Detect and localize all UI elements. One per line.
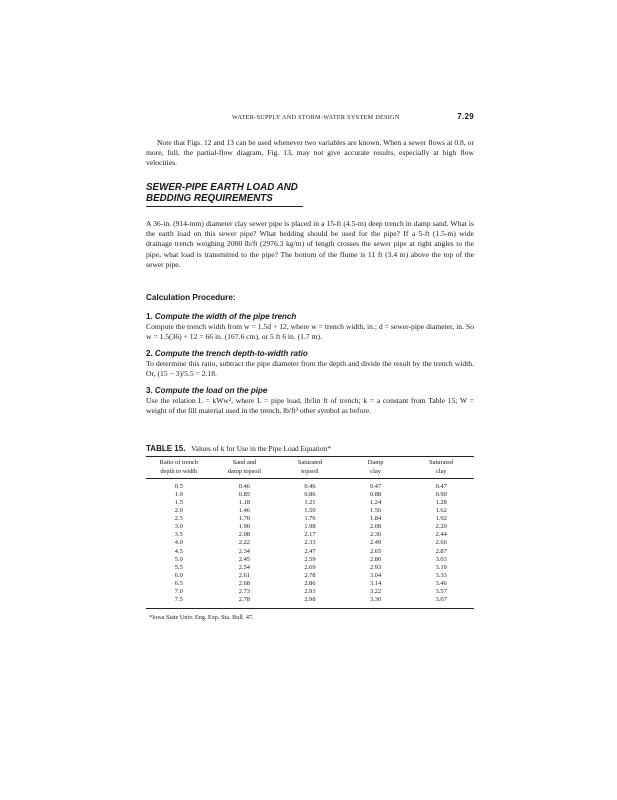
table-cell: 2.54 <box>238 563 250 571</box>
step-2-body: To determine this ratio, subtract the pipe diameter from the depth and divide the result by the trench width. Or, (15 − 3)/5.5 = 2.18. <box>146 358 474 379</box>
table-caption <box>146 444 474 457</box>
table-cell: 1.76 <box>304 515 316 523</box>
section-heading-line-2: BEDDING REQUIREMENTS <box>146 193 273 205</box>
table-cell: 2.44 <box>435 531 447 539</box>
table-row <box>146 548 474 556</box>
table-cell: 3.22 <box>369 587 382 595</box>
step-number: 2. <box>146 348 153 358</box>
table-cell: 2.78 <box>238 595 250 603</box>
problem-statement: A 36-in. (914-mm) diameter clay sewer pipe is placed in a 15-ft (4.5-m) deep trench in damp sand. What is the earth load on this sewer pipe? What bedding should be used for the pipe? If a 5-ft (1.5-m) wide drainage trench weighing 2000 lb/ft (2976.3 kg/m) of length crosses the sewer pipe at right angles to the pipe, what load is transmitted to the pipe? The bottom of the flume is 11 ft (3.4 m) above the top of the sewer pipe. <box>146 219 474 269</box>
table-row <box>146 539 474 547</box>
table-row <box>146 499 474 507</box>
table-cell: 2.08 <box>238 531 250 539</box>
table-cell: 2.47 <box>304 547 316 555</box>
table-cell: 1.70 <box>238 515 250 523</box>
table-cell: 3.57 <box>435 587 447 595</box>
table-row <box>146 596 474 609</box>
table-cell: 1.18 <box>238 499 250 507</box>
table-cell: 0.85 <box>238 491 250 499</box>
table-cell: 2.86 <box>304 579 316 587</box>
table-cell: 1.46 <box>238 507 250 515</box>
table-cell: 2.20 <box>435 523 447 531</box>
table-cell: 2.65 <box>369 547 382 555</box>
table-cell: 2.78 <box>304 571 316 579</box>
table-cell: 0.47 <box>369 483 382 491</box>
table-cell: 5.0 <box>174 555 183 563</box>
table-cell: 3.19 <box>435 563 447 571</box>
table-cell: 1.28 <box>435 499 447 507</box>
table-cell: 2.0 <box>174 507 183 515</box>
column-header: Saturated topsoil <box>277 457 343 478</box>
table-cell: 3.04 <box>369 571 382 579</box>
table-cell: 1.84 <box>369 515 382 523</box>
table-cell: 1.24 <box>369 499 382 507</box>
table-cell: 2.69 <box>304 563 316 571</box>
section-heading <box>146 182 303 207</box>
table-cell: 7.5 <box>174 595 183 603</box>
table-row <box>146 588 474 596</box>
table-cell: 1.21 <box>304 499 316 507</box>
table-cell: 2.34 <box>238 547 250 555</box>
table-cell: 1.62 <box>435 507 447 515</box>
note-paragraph: Note that Figs. 12 and 13 can be used whenever two variables are known. When a sewer flows at 0.8, or more, full, the partial-flow diagram, Fig. 13, may not give accurate results, especially at high flow velocities. <box>146 138 474 168</box>
table-cell: 6.0 <box>174 571 183 579</box>
table-cell: 1.98 <box>304 523 316 531</box>
table-cell: 1.50 <box>304 507 316 515</box>
table-cell: 2.80 <box>369 555 382 563</box>
step-1-body: Compute the trench width from w = 1.5d + 12, where w = trench width, in.; d = sewer-pipe diameter, in. So w = 1.5(36) + 12 = 66 in. (167.6 cm), or 5 ft 6 in. (1.7 m). <box>146 321 474 341</box>
column-header: Ratio of trench depth to width <box>146 457 212 478</box>
table-cell: 2.5 <box>174 515 183 523</box>
table-cell: 2.66 <box>435 539 447 547</box>
table-cell: 1.92 <box>435 515 447 523</box>
table-cell: 2.59 <box>304 555 316 563</box>
table-cell: 3.14 <box>369 579 382 587</box>
table-cell: 2.45 <box>238 555 250 563</box>
pipe-load-table <box>146 457 474 609</box>
table-row <box>146 515 474 523</box>
table-15 <box>146 444 474 622</box>
table-row <box>146 556 474 564</box>
table-body <box>146 479 474 609</box>
step-number: 1. <box>146 311 153 321</box>
table-cell: 4.0 <box>174 539 183 547</box>
table-cell: 2.33 <box>304 539 316 547</box>
table-cell: 2.93 <box>304 587 316 595</box>
step-number: 3. <box>146 386 153 396</box>
table-row <box>146 479 474 492</box>
table-row <box>146 531 474 539</box>
table-cell: 2.98 <box>304 595 316 603</box>
table-cell: 2.49 <box>369 539 382 547</box>
table-cell: 0.46 <box>304 483 316 491</box>
table-row <box>146 491 474 499</box>
column-header: Sand and damp topsoil <box>212 457 278 478</box>
table-cell: 3.67 <box>435 595 447 603</box>
step-1-heading <box>146 312 474 322</box>
column-header: Damp clay <box>343 457 409 478</box>
table-row <box>146 507 474 515</box>
table-cell: 1.90 <box>238 523 250 531</box>
column-header: Saturated clay <box>408 457 474 478</box>
table-footnote: *Iowa State Univ. Eng. Exp. Sta. Bull. 47. <box>149 613 254 621</box>
step-title: Compute the load on the pipe <box>154 386 268 396</box>
calculation-procedure-heading: Calculation Procedure: <box>146 292 236 302</box>
table-cell: 3.30 <box>369 595 382 603</box>
table-cell: 5.5 <box>174 563 183 571</box>
table-cell: 2.22 <box>238 539 250 547</box>
document-page <box>146 112 474 622</box>
step-3-body: Use the relation L = kWw², where L = pipe load, lb/lin ft of trench; k = a constant from Table 15; W = weight of the fill material used in the trench, lb/ft³ other symbol as before. <box>146 396 474 416</box>
section-heading-line-1: SEWER-PIPE EARTH LOAD AND <box>146 182 298 194</box>
page-number: 7.29 <box>457 112 474 121</box>
table-cell: 1.0 <box>174 491 183 499</box>
table-cell: 2.73 <box>238 587 250 595</box>
table-cell: 2.68 <box>238 579 250 587</box>
table-row <box>146 572 474 580</box>
table-cell: 2.93 <box>369 563 382 571</box>
table-cell: 4.5 <box>174 547 183 555</box>
table-cell: 0.5 <box>174 483 183 491</box>
table-cell: 0.90 <box>435 491 447 499</box>
table-cell: 6.5 <box>174 579 183 587</box>
table-row <box>146 523 474 531</box>
table-cell: 7.0 <box>174 587 183 595</box>
step-3-heading <box>146 386 474 396</box>
step-title: Compute the width of the pipe trench <box>154 311 297 321</box>
table-row <box>146 580 474 588</box>
table-cell: 0.46 <box>238 483 250 491</box>
table-cell: 3.33 <box>435 571 447 579</box>
table-cell: 3.03 <box>435 555 447 563</box>
table-cell: 0.88 <box>369 491 382 499</box>
table-cell: 2.87 <box>435 547 447 555</box>
table-cell: 2.61 <box>238 571 250 579</box>
step-title: Compute the trench depth-to-width ratio <box>154 348 308 358</box>
table-caption-text: Values of k for Use in the Pipe Load Equation* <box>191 444 331 454</box>
running-head <box>146 112 474 124</box>
step-2-heading <box>146 349 474 359</box>
table-cell: 0.86 <box>304 491 316 499</box>
table-header-row <box>146 457 474 478</box>
table-cell: 1.56 <box>369 507 382 515</box>
table-cell: 2.08 <box>369 523 382 531</box>
table-row <box>146 564 474 572</box>
table-cell: 3.0 <box>174 523 183 531</box>
table-cell: 3.5 <box>174 531 183 539</box>
table-cell: 2.17 <box>304 531 316 539</box>
table-cell: 3.46 <box>435 579 447 587</box>
table-label: TABLE 15. <box>146 444 186 454</box>
running-head-title: WATER-SUPPLY AND STORM-WATER SYSTEM DESIGN <box>232 114 400 121</box>
table-cell: 0.47 <box>435 483 447 491</box>
table-cell: 2.30 <box>369 531 382 539</box>
table-cell: 1.5 <box>174 499 183 507</box>
